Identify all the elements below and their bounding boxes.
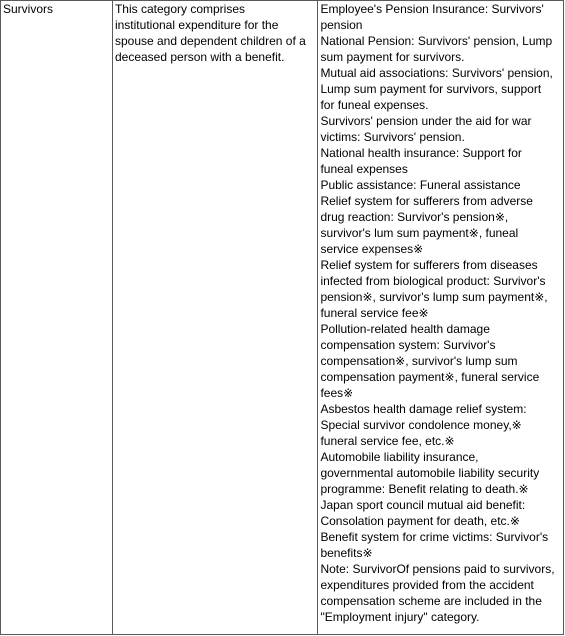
category-name: Survivors — [3, 2, 54, 16]
benefit-line: Public assistance: Funeral assistance — [320, 178, 521, 192]
benefit-line: victims: Survivors' pension. — [320, 130, 465, 144]
benefit-line: pension※, survivor's lump sum payment※, — [320, 290, 548, 304]
description-line: spouse and dependent children of a — [114, 34, 306, 48]
benefits-cell — [318, 1, 564, 635]
benefit-line: for funeal expenses. — [320, 98, 429, 112]
benefit-line: compensation scheme are included in the — [320, 594, 542, 608]
benefit-line: Pollution-related health damage — [320, 322, 490, 336]
benefit-line: Employee's Pension Insurance: Survivors' — [320, 2, 544, 16]
benefit-line: survivor's lum sum payment※, funeal — [320, 226, 519, 240]
benefit-line: pension — [320, 18, 363, 32]
benefit-line: Survivors' pension under the aid for war — [320, 114, 532, 128]
benefit-line: Special survivor condolence money,※ — [320, 418, 522, 432]
benefit-line: "Employment injury" category. — [320, 610, 480, 624]
description-line: This category comprises — [114, 2, 246, 16]
benefit-line: Benefit system for crime victims: Survivor's — [320, 530, 549, 544]
benefit-line: compensation※, survivor's lump sum — [320, 354, 518, 368]
benefit-line: funeral service fee, etc.※ — [320, 434, 455, 448]
description-line: deceased person with a benefit. — [114, 50, 285, 64]
benefit-line: Japan sport council mutual aid benefit: — [320, 498, 526, 512]
benefit-line: Relief system for sufferers from diseases — [320, 258, 538, 272]
table-row — [1, 1, 564, 635]
benefit-line: Note: SurvivorOf pensions paid to survivors, — [320, 562, 555, 576]
description-cell — [112, 1, 317, 635]
benefit-line: sum payment for survivors. — [320, 50, 465, 64]
category-cell — [1, 1, 113, 635]
benefit-line: Automobile liability insurance, — [320, 450, 479, 464]
benefit-line: benefits※ — [320, 546, 373, 560]
benefit-line: compensation payment※, funeral service — [320, 370, 540, 384]
description-line: institutional expenditure for the — [114, 18, 279, 32]
benefit-line: National Pension: Survivors' pension, Lump — [320, 34, 553, 48]
benefit-line: Mutual aid associations: Survivors' pension, — [320, 66, 553, 80]
benefit-line: Relief system for sufferers from adverse — [320, 194, 533, 208]
benefit-line: Asbestos health damage relief system: — [320, 402, 527, 416]
benefit-line: Consolation payment for death, etc.※ — [320, 514, 520, 528]
benefit-line: infected from biological product: Survivor's — [320, 274, 546, 288]
benefit-line: compensation system: Survivor's — [320, 338, 496, 352]
benefit-line: Lump sum payment for survivors, support — [320, 82, 542, 96]
benefit-line: drug reaction: Survivor's pension※, — [320, 210, 509, 224]
benefit-line: funeal expenses — [320, 162, 408, 176]
benefit-line: funeral service fee※ — [320, 306, 429, 320]
benefit-line: programme: Benefit relating to death.※ — [320, 482, 529, 496]
benefit-line: governmental automobile liability security — [320, 466, 540, 480]
benefit-line: expenditures provided from the accident — [320, 578, 534, 592]
benefit-line: service expenses※ — [320, 242, 424, 256]
benefit-line: fees※ — [320, 386, 354, 400]
benefit-line: National health insurance: Support for — [320, 146, 522, 160]
